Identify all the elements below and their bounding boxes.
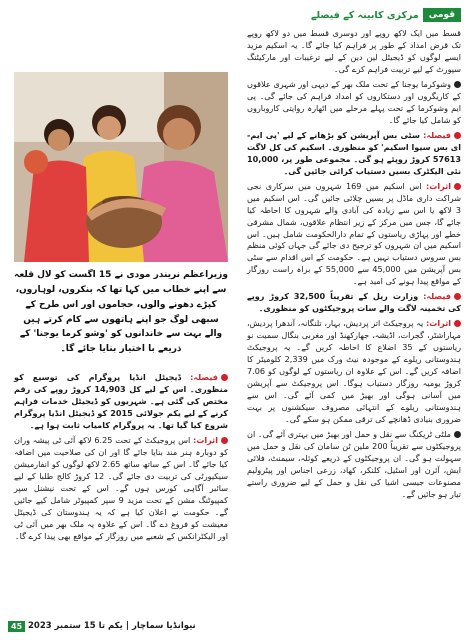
footer-info xyxy=(28,620,196,632)
issue-date: یکم تا 15 ستمبر 2023 xyxy=(28,621,123,631)
paragraph: قسط میں ایک لاکھ روپے اور دوسری قسط میں دو لاکھ روپے تک قرض امداد کے طور پر فراہم کیا جائے گا۔ یہ اسکیم مزید ایسے لوگوں کو ڈیجیٹل لین دین کے لیے ترغیبات اور مارکیٹنگ سپورٹ کے لیے تربیت فراہم کرے گی۔ xyxy=(247,28,461,74)
impact-block: اثرات: یہ پروجیکٹ اتر پردیش، بہار، تلنگانہ، آندھرا پردیش، مہاراشٹر، گجرات، اڈیشہ، جھارکھنڈ اور مغربی بنگال سمیت نو ریاستوں کے 35 اضلاع کا احاطہ کریں گے۔ یہ پروجیکٹ ہندوستانی ریلوے کے موجودہ نیٹ ورک میں 2,339 کلومیٹر کا اضافہ کریں گے۔ اس کے علاوہ ان ریاستوں کے لوگوں کو 7.06 کروڑ یومیہ روزگار دستیاب ہوگا۔ اس پروجیکٹ سے آپریشن میں آسانی ہوگی اور بھیڑ میں کمی آئے گی۔ اس سے ہندوستانی ریلوے کے انتہائی مصروف سیکشنوں پر بہت ضروری بنیادی ڈھانچے کی ترقی ممکن ہو سکے گی۔ xyxy=(247,318,462,425)
decision-block: فیصلہ: سٹی بس آپریشن کو بڑھانے کے لیے 'پی ایم-ای بس سیوا اسکیم' کو منظوری۔ اسکیم کی کل لاگت 57613 کروڑ روپئے ہو گی۔ مجموعی طور پر، 10,000 نئی الیکٹرک بسیں دستیاب کرائی جائیں گی۔ xyxy=(247,129,461,176)
left-column xyxy=(14,372,228,546)
decision-block: فیصلہ: وزارت ریل کے تقریباً 32,500 کروڑ روپے کی تخمینہ لاگت والے سات پروجیکٹوں کو منظوری۔ xyxy=(247,291,461,314)
right-column xyxy=(247,28,461,504)
impact-block: اثرات: اس پروجیکٹ کے تحت 6.25 لاکھ آئی ٹی پیشہ وران کو دوبارہ ہنر مند بنایا جائے گا اور ان کی صلاحیت میں اضافہ کیا جائے گا۔ اس کے ساتھ ساتھ 2.65 لاکھ لوگوں کو انفارمیشن سیکیورٹی کی تربیت دی جائے گی۔ 12 کروڑ کالج طلبا کے لیے سائبر آگاہی کورس ہوں گے۔ اس کے تحت نیشنل سپر کمپیوٹنگ مشن کے تحت مزید 9 سپر کمپیوٹر شامل کیے جائیں گے۔ حکومت نے اعلان کیا ہے کہ یہ ہندوستان کی ڈیجیٹل معیشت کو فروغ دے گا۔ اس کے علاوہ یہ ملک بھر میں آئی ٹی اور الیکٹرانکس کے شعبے میں روزگار کے مواقع بھی پیدا کرے گا۔ xyxy=(14,434,228,541)
decision-block: فیصلہ: ڈیجیٹل انڈیا پروگرام کی توسیع کو منظوری۔ اس کے لیے کل 14,903 کروڑ روپے کی رقم مختص کی گئی ہے۔ شہریوں کو ڈیجیٹل خدمات فراہم کرنے کے لیے یکم جولائی 2015 کو ڈیجیٹل انڈیا پروگرام شروع کیا گیا تھا۔ یہ پروگرام کامیاب ثابت ہوا ہے۔ xyxy=(14,372,228,430)
page-number: 45 xyxy=(8,621,25,632)
bullet-icon xyxy=(454,431,461,438)
paragraph: ملٹی ٹریکنگ سے نقل و حمل اور بھیڑ میں بہتری آئے گی۔ ان پروجیکٹوں سے تقریباً 200 ملین ٹن سامان کی نقل و حمل میں سہولت ہو گی۔ ان پروجیکٹوں کے ذریعے کوئلہ، سیمنٹ، فلائی ایش، آئرن اور اسٹیل، کلنکر، کھاد، زرعی اجناس اور پیٹرولیم مصنوعات جیسی اشیا کی نقل و حمل کے لیے ضروری راستے تیار ہو جائیں گے۔ xyxy=(247,429,462,499)
paragraph: وشوکرما یوجنا کے تحت ملک بھر کے دیہی اور شہری علاقوں کے کاریگروں اور دستکاروں کو امداد فراہم کی جائے گی۔ پی ایم وشوکرما کے تحت پہلے مرحلے میں اٹھارہ روایتی کاروباروں کو شامل کیا جائے گا۔ xyxy=(247,78,461,125)
section-header xyxy=(311,6,461,24)
bullet-icon xyxy=(454,81,461,88)
bullet-icon xyxy=(454,132,461,139)
impact-block: اثرات: اس اسکیم میں 169 شہروں میں سرکاری نجی شراکت داری ماڈل پر بسیں چلائی جائیں گی۔ اس اسکیم میں 3 لاکھ یا اس سے زیادہ کی آبادی والے شہروں کا احاطہ کیا جائے گا، جس میں مرکز کے زیر انتظام علاقوں، شمال مشرقی خطے اور پہاڑی ریاستوں کے تمام دارالحکومت شامل ہیں۔ اس اسکیم میں ان شہروں کو ترجیح دی جائے گی جہاں کوئی منظم بس سروس دستیاب نہیں ہے۔ حکومت کے اس اقدام سے سٹی بس آپریشن میں 45,000 سے 55,000 کے براہ راست روزگار کے مواقع پیدا ہونے کی امید ہے۔ xyxy=(247,180,461,287)
bullet-icon xyxy=(221,437,228,444)
magazine-name: نیوانڈیا سماچار xyxy=(131,621,196,631)
bullet-icon xyxy=(221,374,228,381)
bullet-icon xyxy=(454,320,461,327)
section-title: مرکزی کابینہ کے فیصلے xyxy=(310,9,419,21)
separator: | xyxy=(125,621,129,631)
page-footer xyxy=(0,618,475,636)
section-tag: قومی xyxy=(423,8,461,22)
bullet-icon xyxy=(454,293,461,300)
women-artisans-photo xyxy=(14,72,228,262)
bullet-icon xyxy=(454,183,461,190)
photo-caption: وزیراعظم نریندر مودی نے 15 اگست کو لال قلعہ سے اپنے خطاب میں کہا تھا کہ بنکروں، لوہاروں، کپڑے دھونے والوں، حجاموں اور اس طرح کے سبھی لوگ جو اپنے ہاتھوں سے کام کرتے ہیں والے بہت سے خاندانوں کو 'وشو کرما یوجنا' کے ذریعے با اختیار بنایا جائے گا۔ xyxy=(14,270,228,355)
